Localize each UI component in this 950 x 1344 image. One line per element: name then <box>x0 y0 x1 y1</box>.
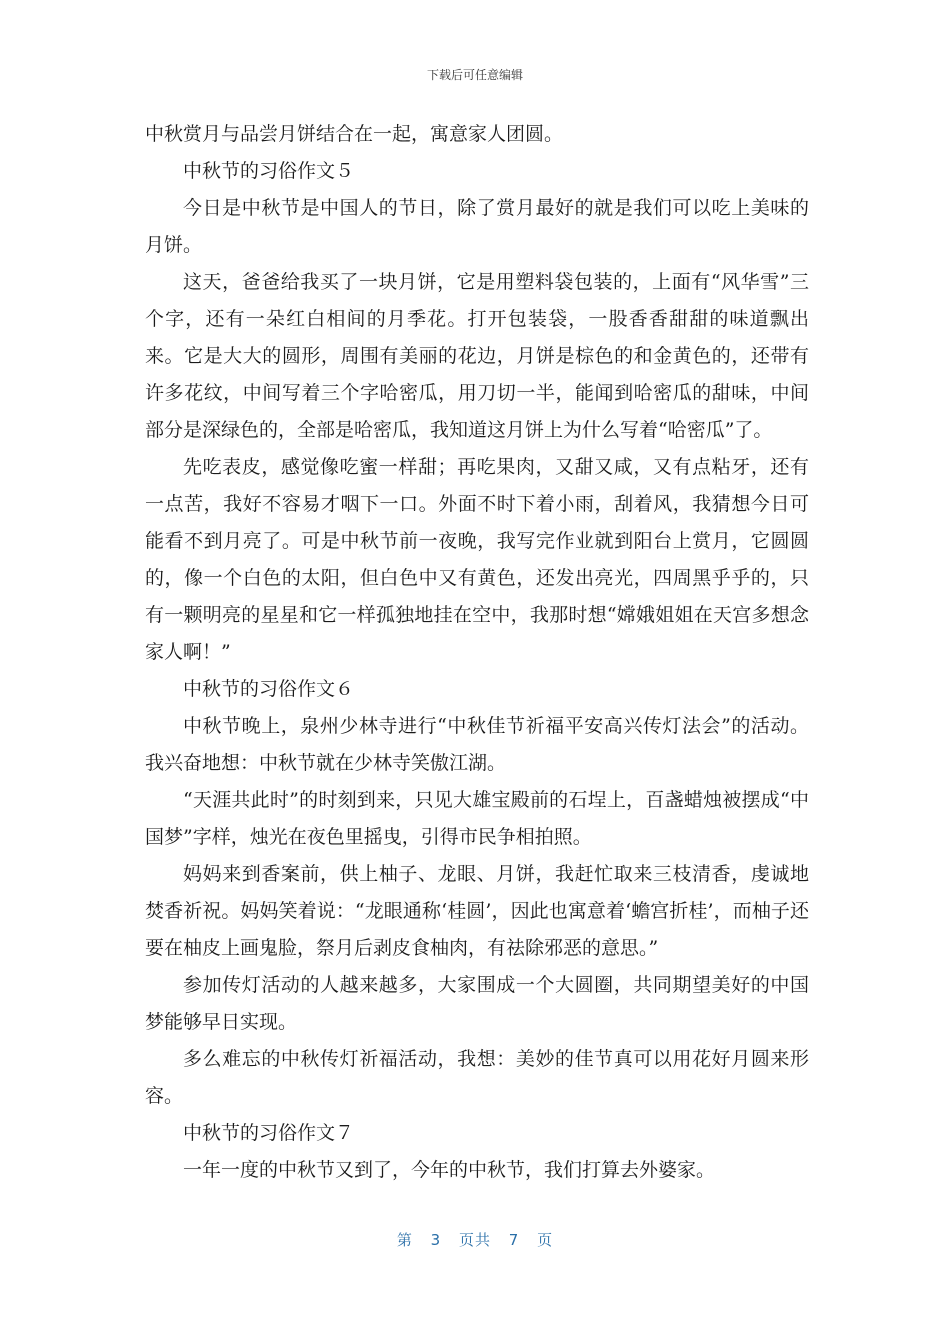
paragraph: 多么难忘的中秋传灯祈福活动，我想：美妙的佳节真可以用花好月圆来形容。 <box>145 1048 809 1107</box>
paragraph: 先吃表皮，感觉像吃蜜一样甜；再吃果肉，又甜又咸，又有点粘牙，还有一点苦，我好不容易才咽下一口。外面不时下着小雨，刮着风，我猜想今日可能看不到月亮了。可是中秋节前一夜晚，我写完作业就到阳台上赏月，它圆圆的，像一个白色的太阳，但白色中又有黄色，还发出亮光，四周黑乎乎的，只有一颗明亮的星星和它一样孤独地挂在空中，我那时想“嫦娥姐姐在天宫多想念家人啊！” <box>145 456 809 663</box>
paragraph: 中秋赏月与品尝月饼结合在一起，寓意家人团圆。 <box>145 123 564 145</box>
section-title: 中秋节的习俗作文６ <box>183 678 355 700</box>
page-footer <box>0 1229 950 1250</box>
paragraph: 一年一度的中秋节又到了，今年的中秋节，我们打算去外婆家。 <box>183 1159 716 1181</box>
body-text <box>145 116 809 1189</box>
footer-total-pages: 7 <box>508 1231 520 1249</box>
paragraph: 这天，爸爸给我买了一块月饼，它是用塑料袋包装的，上面有“风华雪”三个字，还有一朵红白相间的月季花。打开包装袋，一股香香甜甜的味道飘出来。它是大大的圆形，周围有美丽的花边，月饼是棕色的和金黄色的，还带有许多花纹，中间写着三个字哈密瓜，用刀切一半，能闻到哈密瓜的甜味，中间部分是深绿色的，全部是哈密瓜，我知道这月饼上为什么写着“哈密瓜”了。 <box>145 271 809 441</box>
footer-suffix: 页 <box>537 1231 554 1249</box>
section-title: 中秋节的习俗作文７ <box>183 1122 355 1144</box>
paragraph: 参加传灯活动的人越来越多，大家围成一个大圆圈，共同期望美好的中国梦能够早日实现。 <box>145 974 809 1033</box>
paragraph: 今日是中秋节是中国人的节日，除了赏月最好的就是我们可以吃上美味的月饼。 <box>145 197 809 256</box>
footer-page-number: 3 <box>430 1231 442 1249</box>
header-note: 下载后可任意编辑 <box>426 68 523 82</box>
paragraph: 妈妈来到香案前，供上柚子、龙眼、月饼，我赶忙取来三枝清香，虔诚地焚香祈祝。妈妈笑着说：“龙眼通称‘桂圆’，因此也寓意着‘蟾宫折桂’，而柚子还要在柚皮上画鬼脸，祭月后剥皮食柚肉，有祛除邪恶的意思。” <box>145 863 809 959</box>
paragraph: “天涯共此时”的时刻到来，只见大雄宝殿前的石埕上，百盏蜡烛被摆成“中国梦”字样，烛光在夜色里摇曳，引得市民争相拍照。 <box>145 789 809 848</box>
paragraph: 中秋节晚上，泉州少林寺进行“中秋佳节祈福平安高兴传灯法会”的活动。我兴奋地想：中秋节就在少林寺笑傲江湖。 <box>145 715 809 774</box>
footer-middle: 页共 <box>458 1231 491 1249</box>
footer-prefix: 第 <box>396 1231 413 1249</box>
section-title: 中秋节的习俗作文５ <box>183 160 355 182</box>
